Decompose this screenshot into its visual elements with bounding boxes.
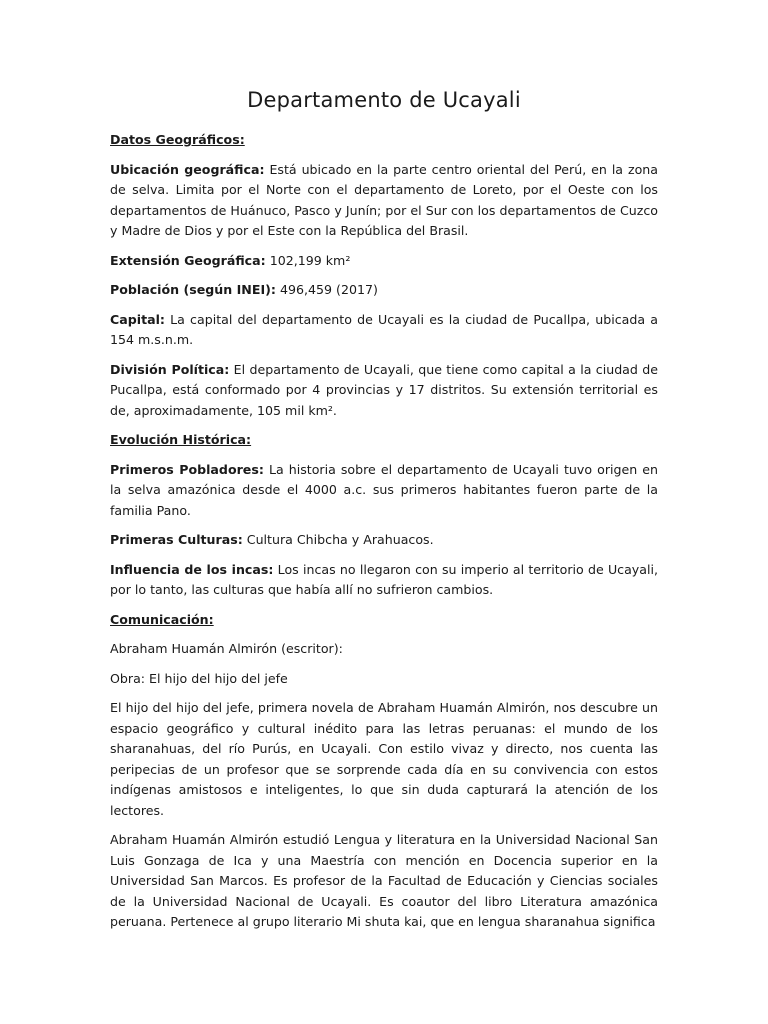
poblacion-label: Población (según INEI):	[110, 282, 276, 297]
capital-label: Capital:	[110, 311, 165, 327]
ubicacion-text: Está ubicado en la parte centro oriental del Perú, en la zona de selva. Limita por el Norte con el departamento de Loreto, por el Oeste con los departamentos de Huánuco, Pasco y Junín; por el Sur con los departamentos de Cuzco y Madre de Dios y por el Este con la República del Brasil.	[110, 161, 658, 238]
pobladores-text: La historia sobre el departamento de Ucayali tuvo origen en la selva amazónica desde el 4000 a.c. sus primeros habitantes fueron parte de la familia Pano.	[110, 461, 658, 518]
culturas-text: Cultura Chibcha y Arahuacos.	[246, 532, 434, 547]
poblacion-text: 496,459 (2017)	[279, 282, 378, 297]
section-heading-com-text: Comunicación:	[110, 611, 214, 627]
pobladores-paragraph	[110, 460, 658, 522]
section-heading-geo	[110, 130, 658, 151]
culturas-paragraph	[110, 530, 658, 551]
section-heading-com	[110, 610, 658, 631]
incas-paragraph	[110, 560, 658, 601]
division-text: El departamento de Ucayali, que tiene como capital a la ciudad de Pucallpa, está conformado por 4 provincias y 17 distritos. Su extensión territorial es de, aproximadamente, 105 mil km².	[110, 361, 658, 418]
author-bio-paragraph: Abraham Huamán Almirón estudió Lengua y literatura en la Universidad Nacional San Luis Gonzaga de Ica y una Maestría con mención en Docencia superior en la Universidad San Marcos. Es profesor de la Facultad de Educación y Ciencias sociales de la Universidad Nacional de Ucayali. Es coautor del libro Literatura amazónica peruana. Pertenece al grupo literario Mi shuta kai, que en lengua sharanahua significa	[110, 832, 658, 929]
division-paragraph	[110, 360, 658, 422]
incas-label: Influencia de los incas:	[110, 561, 274, 577]
ubicacion-paragraph	[110, 160, 658, 242]
division-label: División Política:	[110, 361, 230, 377]
novel-description-paragraph: El hijo del hijo del jefe, primera novela de Abraham Huamán Almirón, nos descubre un espacio geográfico y cultural inédito para las letras peruanas: el mundo de los sharanahuas, del río Purús, en Ucayali. Con estilo vivaz y directo, nos cuenta las peripecias de un profesor que se sorprende cada día en su convivencia con estos indígenas amistosos e inteligentes, lo que sin duda capturará la atención de los lectores.	[110, 700, 658, 818]
poblacion-paragraph	[110, 280, 658, 301]
extension-text: 102,199 km²	[269, 252, 351, 268]
obra-line: Obra: El hijo del hijo del jefe	[110, 670, 288, 686]
extension-label: Extensión Geográfica:	[110, 252, 266, 268]
ubicacion-label: Ubicación geográfica:	[110, 161, 265, 177]
page-title: Departamento de Ucayali	[247, 88, 521, 112]
section-heading-hist	[110, 430, 658, 451]
incas-text: Los incas no llegaron con su imperio al territorio de Ucayali, por lo tanto, las culturas que había allí no sufrieron cambios.	[110, 561, 658, 597]
section-heading-geo-text: Datos Geográficos:	[110, 132, 245, 147]
section-heading-hist-text: Evolución Histórica:	[110, 432, 252, 447]
capital-text: La capital del departamento de Ucayali es la ciudad de Pucallpa, ubicada a 154 m.s.n.m.	[110, 311, 658, 347]
capital-paragraph	[110, 310, 658, 351]
author-line: Abraham Huamán Almirón (escritor):	[110, 641, 343, 656]
pobladores-label: Primeros Pobladores:	[110, 461, 264, 477]
culturas-label: Primeras Culturas:	[110, 532, 243, 547]
extension-paragraph	[110, 251, 658, 272]
